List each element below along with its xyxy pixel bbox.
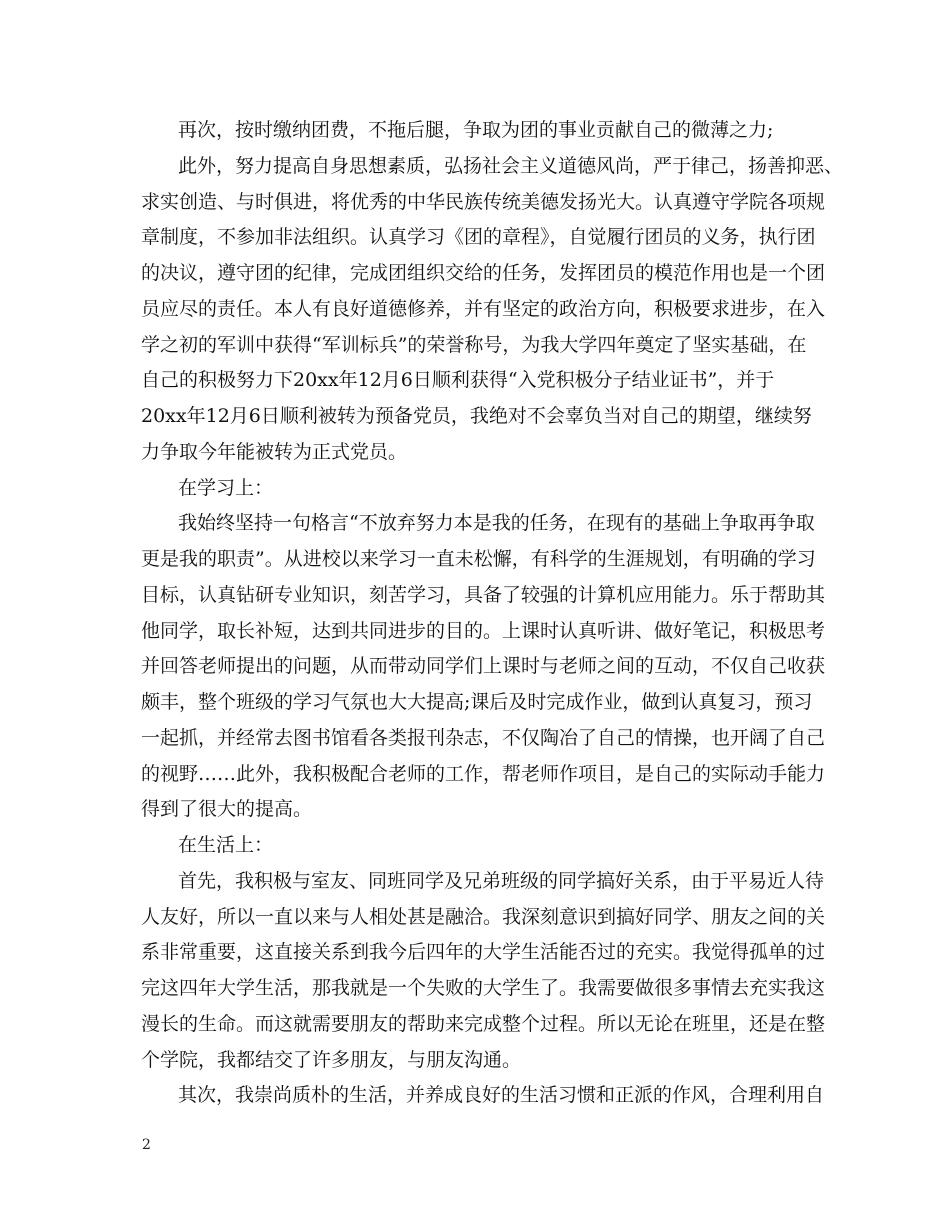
text-line-26: 漫长的生命。而这就需要朋友的帮助来完成整个过程。所以无论在班里，还是在整	[141, 1013, 826, 1035]
text-line-8: 自己的积极努力下20xx年12月6日顺利获得“入党积极分子结业证书”，并于	[141, 369, 775, 391]
text-line-18: 一起抓，并经常去图书馆看各类报刊杂志，不仅陶冶了自己的情操，也开阔了自己	[141, 727, 826, 749]
text-line-10: 力争取今年能被转为正式党员。	[141, 441, 408, 463]
section-heading-life: 在生活上：	[178, 834, 274, 856]
text-line-16: 并回答老师提出的问题，从而带动同学们上课时与老师之间的互动，不仅自己收获	[141, 655, 826, 677]
text-line-4: 章制度，不参加非法组织。认真学习《团的章程》，自觉履行团员的义务，执行团	[141, 226, 816, 248]
text-line-25: 完这四年大学生活，那我就是一个失败的大学生了。我需要做很多事情去充实我这	[141, 977, 826, 999]
text-line-14: 目标，认真钻研专业知识，刻苦学习，具备了较强的计算机应用能力。乐于帮助其	[141, 584, 826, 606]
section-heading-study: 在学习上：	[178, 477, 274, 499]
text-line-28: 其次，我崇尚质朴的生活，并养成良好的生活习惯和正派的作风，合理利用自	[178, 1084, 825, 1106]
text-line-27: 个学院，我都结交了许多朋友，与朋友沟通。	[141, 1049, 522, 1071]
text-line-6: 员应尽的责任。本人有良好道德修养，并有坚定的政治方向，积极要求进步，在入	[141, 298, 826, 320]
text-line-24: 系非常重要，这直接关系到我今后四年的大学生活能否过的充实。我觉得孤单的过	[141, 941, 826, 963]
text-line-19: 的视野……此外，我积极配合老师的工作，帮老师作项目，是自己的实际动手能力	[141, 763, 826, 785]
text-line-1: 再次，按时缴纳团费，不拖后腿，争取为团的事业贡献自己的微薄之力;	[178, 119, 774, 141]
page-number: 2	[142, 1137, 151, 1153]
text-line-13: 更是我的职责”。从进校以来学习一直未松懈，有科学的生涯规划，有明确的学习	[141, 548, 816, 570]
text-line-23: 人友好，所以一直以来与人相处甚是融洽。我深刻意识到搞好同学、朋友之间的关	[141, 906, 826, 928]
text-line-12: 我始终坚持一句格言“不放弃努力本是我的任务，在现有的基础上争取再争取	[178, 512, 815, 534]
text-line-5: 的决议，遵守团的纪律，完成团组织交给的任务，发挥团员的模范作用也是一个团	[141, 262, 826, 284]
text-line-15: 他同学，取长补短，达到共同进步的目的。上课时认真听讲、做好笔记，积极思考	[141, 620, 826, 642]
text-line-22: 首先，我积极与室友、同班同学及兄弟班级的同学搞好关系，由于平易近人待	[178, 870, 825, 892]
text-line-7: 学之初的军训中获得“军训标兵”的荣誉称号，为我大学四年奠定了坚实基础，在	[141, 334, 807, 356]
text-line-3: 求实创造、与时俱进，将优秀的中华民族传统美德发扬光大。认真遵守学院各项规	[141, 191, 826, 213]
text-line-9: 20xx年12月6日顺利被转为预备党员，我绝对不会辜负当对自己的期望，继续努	[141, 405, 812, 427]
text-line-20: 得到了很大的提高。	[141, 798, 313, 820]
text-line-2: 此外，努力提高自身思想素质，弘扬社会主义道德风尚，严于律己，扬善抑恶、	[178, 155, 844, 177]
text-line-17: 颇丰，整个班级的学习气氛也大大提高;课后及时完成作业，做到认真复习，预习	[141, 691, 813, 713]
